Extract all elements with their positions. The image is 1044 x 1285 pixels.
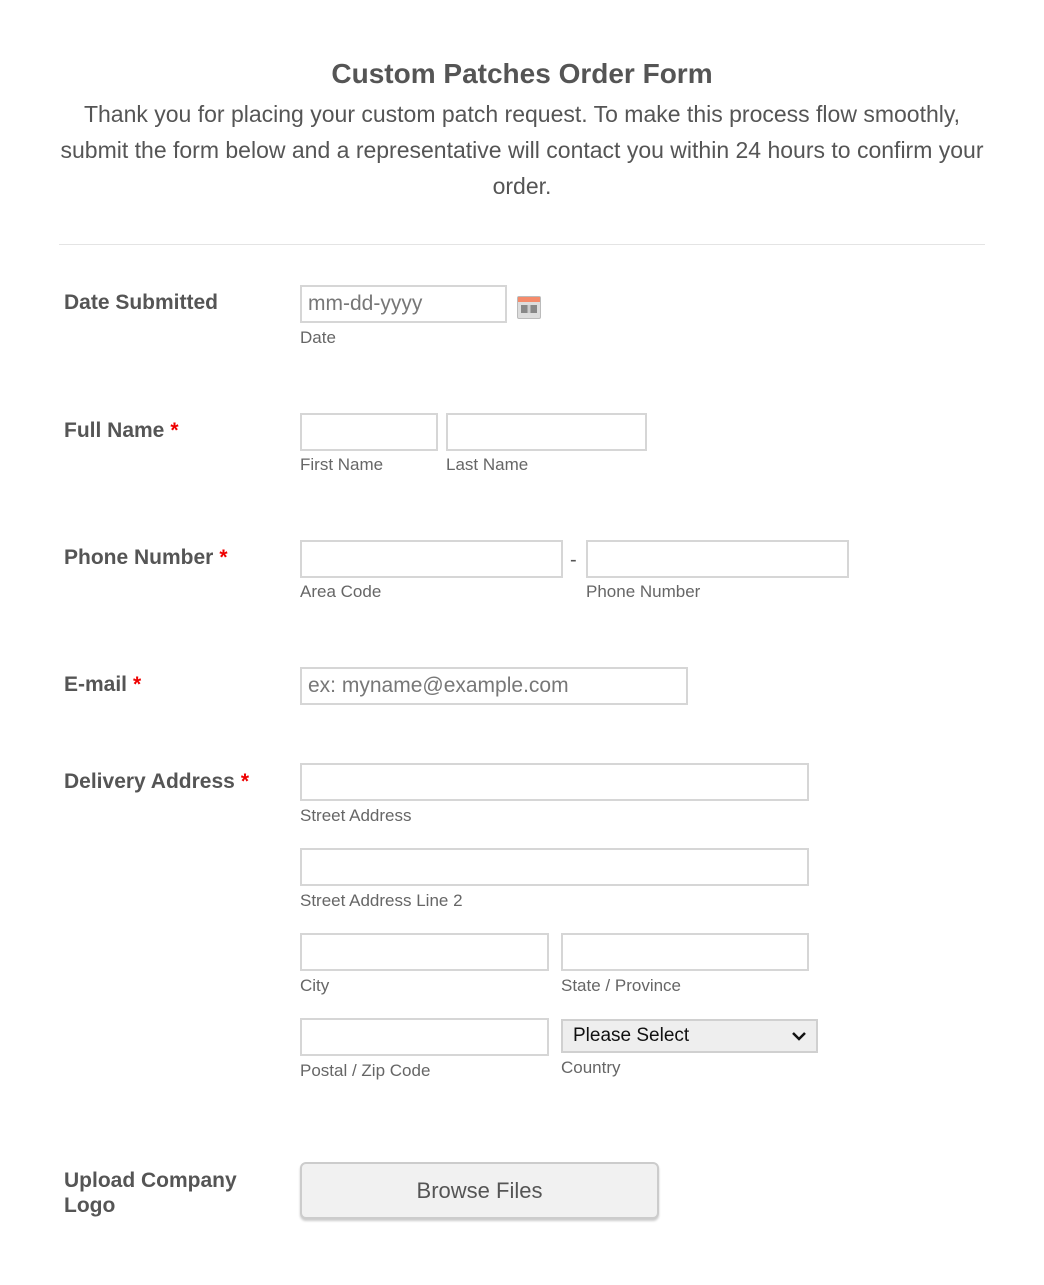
city-input[interactable]	[300, 933, 549, 971]
email-label: E-mail *	[64, 673, 142, 696]
browse-files-button[interactable]: Browse Files	[300, 1162, 659, 1219]
last-name-sublabel: Last Name	[446, 455, 529, 474]
country-sublabel: Country	[561, 1058, 621, 1077]
street-address-2-input[interactable]	[300, 848, 809, 886]
date-label: Date Submitted	[64, 291, 219, 314]
state-sublabel: State / Province	[561, 976, 682, 995]
date-sublabel: Date	[300, 328, 336, 347]
divider	[59, 244, 985, 245]
area-code-sublabel: Area Code	[300, 582, 382, 601]
phone-label: Phone Number *	[64, 546, 228, 569]
street-address-2-sublabel: Street Address Line 2	[300, 891, 463, 910]
email-input[interactable]	[300, 667, 688, 705]
city-sublabel: City	[300, 976, 330, 995]
calendar-icon[interactable]	[517, 296, 541, 319]
chevron-down-icon	[792, 1031, 806, 1041]
upload-label: Upload Company Logo	[64, 1169, 237, 1217]
form-description: Thank you for placing your custom patch request. To make this process flow smoothly, submit the form below and a representative will contact you within 24 hours to confirm your order.	[60, 101, 984, 199]
phone-number-sublabel: Phone Number	[586, 582, 701, 601]
country-select-value: Please Select	[573, 1025, 690, 1046]
postal-code-sublabel: Postal / Zip Code	[300, 1061, 431, 1080]
area-code-input[interactable]	[300, 540, 563, 578]
first-name-input[interactable]	[300, 413, 438, 451]
full-name-label: Full Name *	[64, 419, 179, 442]
page-title: Custom Patches Order Form	[331, 58, 713, 89]
date-input[interactable]	[300, 285, 507, 323]
postal-code-input[interactable]	[300, 1018, 549, 1056]
phone-number-input[interactable]	[586, 540, 849, 578]
country-select[interactable]	[561, 1019, 818, 1053]
state-input[interactable]	[561, 933, 809, 971]
first-name-sublabel: First Name	[300, 455, 384, 474]
phone-separator: -	[570, 549, 577, 571]
street-address-sublabel: Street Address	[300, 806, 412, 825]
last-name-input[interactable]	[446, 413, 647, 451]
street-address-input[interactable]	[300, 763, 809, 801]
delivery-address-label: Delivery Address *	[64, 770, 249, 793]
